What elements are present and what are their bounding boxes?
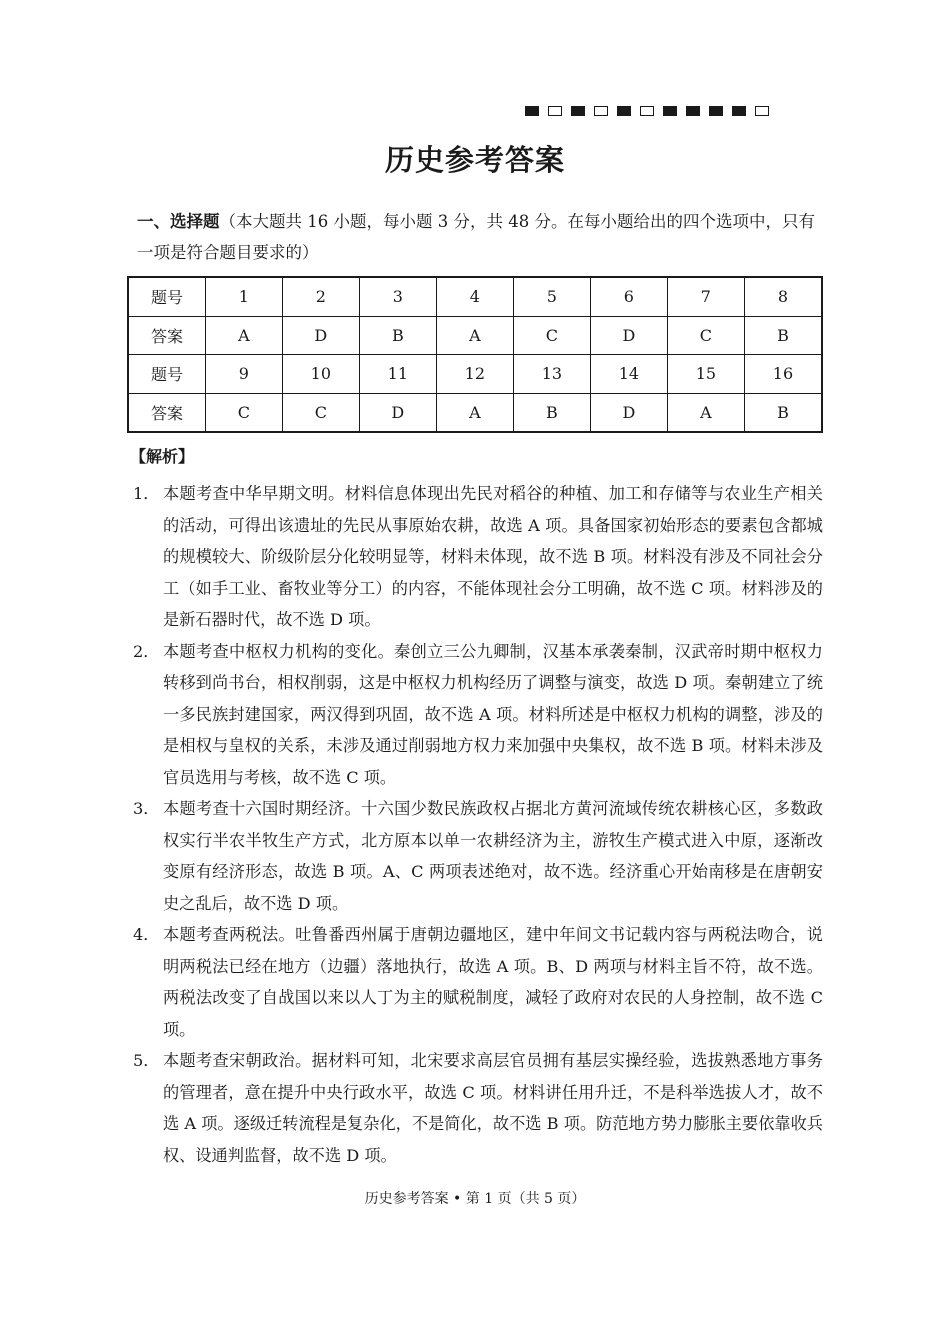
section-heading (137, 206, 825, 268)
item-text: 本题考查十六国时期经济。十六国少数民族政权占据北方黄河流域传统农耕核心区，多数政权实行半农半牧生产方式，北方原本以单一农耕经济为主，游牧生产模式进入中原，逐渐改变原有经济形态，故选 B 项。A、C 两项表述绝对，故不选。经济重心开始南移是在唐朝安史之乱后，故不选 D 项。 (163, 799, 823, 913)
filled-square-mark (525, 106, 539, 116)
section-instructions: （本大题共 16 小题，每小题 3 分，共 48 分。在每小题给出的四个选项中，只有一项是符合题目要求的） (137, 212, 815, 262)
explanation-item (133, 793, 823, 919)
analysis-heading: 【解析】 (130, 447, 195, 466)
header-marks (525, 106, 769, 116)
row-header-cell: 题号 (128, 355, 205, 394)
table-cell: B (513, 393, 590, 432)
explanation-item (133, 919, 823, 1045)
empty-square-mark (755, 106, 769, 116)
table-cell: 16 (744, 355, 822, 394)
explanation-item (133, 636, 823, 794)
item-text: 本题考查中枢权力机构的变化。秦创立三公九卿制，汉基本承袭秦制，汉武帝时期中枢权力转移到尚书台，相权削弱，这是中枢权力机构经历了调整与演变，故选 D 项。秦朝建立了统一多民族封建国家，两汉得到巩固，故不选 A 项。材料所述是中枢权力机构的调整，涉及的是相权与皇权的关系，未涉及通过削弱地方权力来加强中央集权，故不选 B 项。材料未涉及官员选用与考核，故不选 C 项。 (163, 641, 823, 787)
table-cell: B (744, 316, 822, 355)
explanation-item (133, 478, 823, 636)
table-cell: 15 (667, 355, 744, 394)
table-cell: D (590, 393, 667, 432)
filled-square-mark (709, 106, 723, 116)
item-text: 本题考查中华早期文明。材料信息体现出先民对稻谷的种植、加工和存储等与农业生产相关的活动，可得出该遗址的先民从事原始农耕，故选 A 项。具备国家初始形态的要素包含都城的规模较大、阶级阶层分化较明显等，材料未体现，故不选 B 项。材料没有涉及不同社会分工（如手工业、畜牧业等分工）的内容，不能体现社会分工明确，故不选 C 项。材料涉及的是新石器时代，故不选 D 项。 (163, 484, 823, 629)
table-cell: D (282, 316, 359, 355)
item-number: 2． (133, 641, 160, 661)
table-cell: 7 (667, 277, 744, 316)
table-cell: 14 (590, 355, 667, 394)
table-cell: 5 (513, 277, 590, 316)
filled-square-mark (732, 106, 746, 116)
table-row (128, 355, 822, 394)
filled-square-mark (571, 106, 585, 116)
table-cell: A (667, 393, 744, 432)
filled-square-mark (617, 106, 631, 116)
table-cell: 11 (359, 355, 436, 394)
explanation-item (133, 1045, 823, 1171)
table-cell: C (205, 393, 282, 432)
item-text: 本题考查宋朝政治。据材料可知，北宋要求高层官员拥有基层实操经验，选拔熟悉地方事务的管理者，意在提升中央行政水平，故选 C 项。材料讲任用升迁，不是科举选拔人才，故不选 A 项。逐级迁转流程是复杂化，不是简化，故不选 B 项。防范地方势力膨胀主要依靠收兵权、设通判监督，故不选 D 项。 (163, 1051, 823, 1165)
table-cell: 1 (205, 277, 282, 316)
section-title: 一、选择题 (137, 212, 220, 231)
item-number: 4． (133, 925, 160, 944)
table-cell: B (359, 316, 436, 355)
row-header-cell: 答案 (128, 316, 205, 355)
table-cell: D (359, 393, 436, 432)
item-number: 5． (133, 1051, 160, 1070)
table-cell: 13 (513, 355, 590, 394)
table-cell: C (513, 316, 590, 355)
item-number: 1． (133, 484, 160, 503)
table-cell: C (282, 393, 359, 432)
table-cell: A (205, 316, 282, 355)
table-cell: A (436, 393, 513, 432)
table-row (128, 393, 822, 432)
table-cell: 10 (282, 355, 359, 394)
row-header-cell: 题号 (128, 277, 205, 316)
table-cell: 4 (436, 277, 513, 316)
table-cell: 3 (359, 277, 436, 316)
table-cell: C (667, 316, 744, 355)
table-cell: 2 (282, 277, 359, 316)
table-cell: 9 (205, 355, 282, 394)
table-row (128, 316, 822, 355)
table-cell: 8 (744, 277, 822, 316)
table-cell: B (744, 393, 822, 432)
page-footer: 历史参考答案 • 第 1 页（共 5 页） (364, 1191, 586, 1207)
item-text: 本题考查两税法。吐鲁番西州属于唐朝边疆地区，建中年间文书记载内容与两税法吻合，说明两税法已经在地方（边疆）落地执行，故选 A 项。B、D 两项与材料主旨不符，故不选。两税法改变了自战国以来以人丁为主的赋税制度，减轻了政府对农民的人身控制，故不选 C 项。 (163, 925, 823, 1039)
explanation-list (133, 478, 823, 1171)
filled-square-mark (663, 106, 677, 116)
empty-square-mark (548, 106, 562, 116)
page-title: 历史参考答案 (384, 143, 565, 177)
row-header-cell: 答案 (128, 393, 205, 432)
answer-table (127, 276, 823, 433)
table-row (128, 277, 822, 316)
table-cell: 12 (436, 355, 513, 394)
filled-square-mark (686, 106, 700, 116)
table-cell: 6 (590, 277, 667, 316)
table-cell: A (436, 316, 513, 355)
item-number: 3． (133, 799, 160, 818)
empty-square-mark (640, 106, 654, 116)
empty-square-mark (594, 106, 608, 116)
table-cell: D (590, 316, 667, 355)
